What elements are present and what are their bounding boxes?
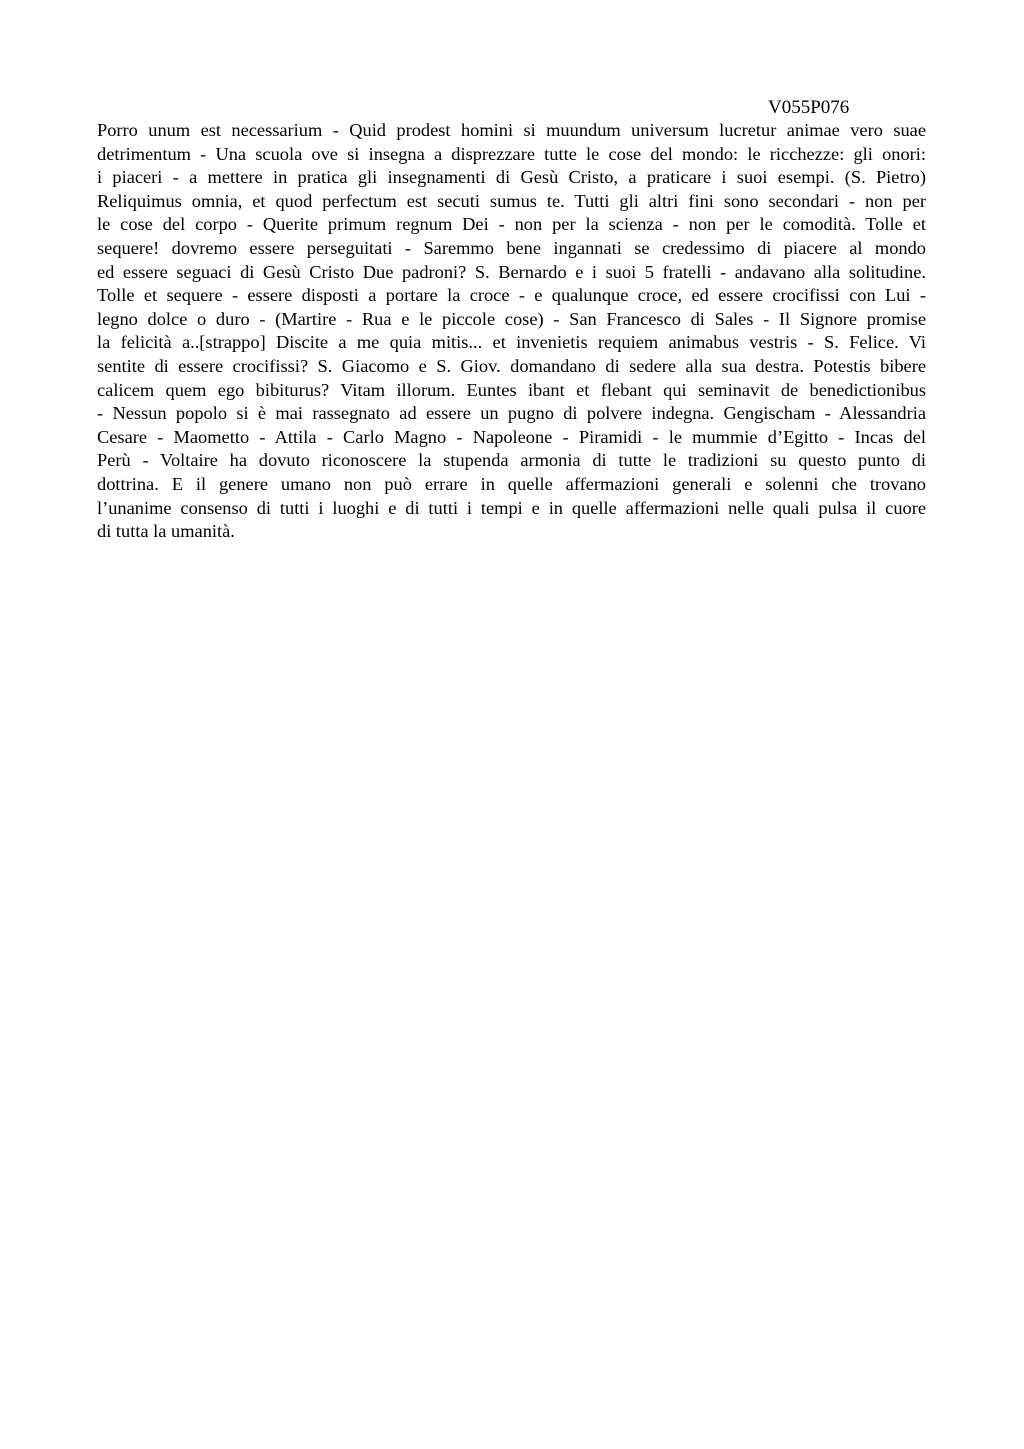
body-paragraph [97, 119, 926, 544]
text-line: le cose del corpo - Querite primum regnum Dei - non per la scienza - non per le comodità. Tolle et [97, 214, 926, 235]
text-line: sentite di essere crocifissi? S. Giacomo e S. Giov. domandano di sedere alla sua destra. Potestis bibere [97, 355, 926, 376]
text-line: Porro unum est necessarium - Quid prodest homini si muundum universum lucretur animae vero suae [97, 120, 926, 140]
text-line: l’unanime consenso di tutti i luoghi e di tutti i tempi e in quelle affermazioni nelle quali pulsa il cuore [97, 497, 926, 518]
text-line: sequere! dovremo essere perseguitati - Saremmo bene ingannati se credessimo di piacere al mondo [97, 237, 926, 258]
text-line: legno dolce o duro - (Martire - Rua e le piccole cose) - San Francesco di Sales - Il Signore promise [97, 308, 926, 329]
text-line: dottrina. E il genere umano non può errare in quelle affermazioni generali e solenni che trovano [97, 473, 926, 494]
text-line: Reliquimus omnia, et quod perfectum est secuti sumus te. Tutti gli altri fini sono secondari - non per [97, 190, 926, 211]
text-line: ed essere seguaci di Gesù Cristo Due padroni? S. Bernardo e i suoi 5 fratelli - andavano alla solitudine. [97, 261, 926, 282]
text-line: i piaceri - a mettere in pratica gli insegnamenti di Gesù Cristo, a praticare i suoi esempi. (S. Pietro) [97, 167, 926, 188]
text-line: la felicità a..[strappo] Discite a me quia mitis... et invenietis requiem animabus vestris - S. Felice. Vi [97, 332, 926, 353]
text-line: Tolle et sequere - essere disposti a portare la croce - e qualunque croce, ed essere crocifissi con Lui - [97, 285, 926, 306]
page-identifier: V055P076 [768, 97, 850, 118]
text-line: detrimentum - Una scuola ove si insegna a disprezzare tutte le cose del mondo: le ricchezze: gli onori: [97, 143, 926, 164]
text-line: di tutta la umanità. [97, 521, 235, 542]
text-line: Perù - Voltaire ha dovuto riconoscere la stupenda armonia di tutte le tradizioni su questo punto di [97, 450, 926, 471]
text-line: Cesare - Maometto - Attila - Carlo Magno - Napoleone - Piramidi - le mummie d’Egitto - Incas del [97, 426, 926, 447]
text-line: calicem quem ego bibiturus? Vitam illorum. Euntes ibant et flebant qui seminavit de benedictionibus [97, 379, 926, 400]
text-line: - Nessun popolo si è mai rassegnato ad essere un pugno di polvere indegna. Gengischam - Alessandria [97, 403, 926, 424]
